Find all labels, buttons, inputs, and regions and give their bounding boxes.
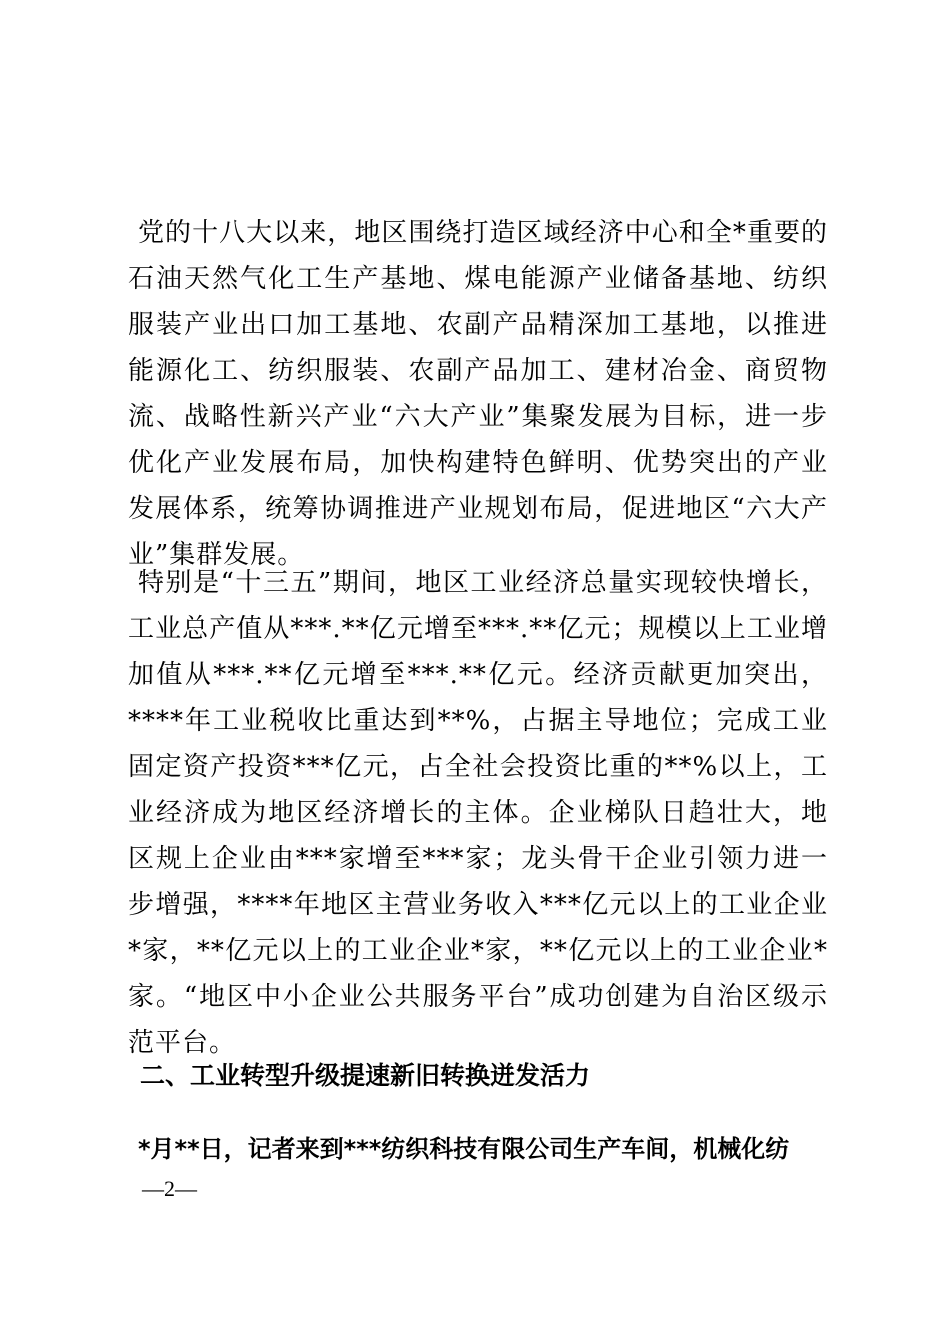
- page-number: —2—: [142, 1176, 197, 1201]
- paragraph-thirteenth-five-year: 特别是“十三五”期间，地区工业经济总量实现较快增长，工业总产值从***.**亿元增至***.**亿元；规模以上工业增加值从***.**亿元增至***.**亿元。经济贡献更加突出，****年工业税收比重达到**%，占据主导地位；完成工业固定资产投资***亿元，占全社会投资比重的**%以上，工业经济成为地区经济增长的主体。企业梯队日趋壮大，地区规上企业由***家增至***家；龙头骨干企业引领力进一步增强，****年地区主营业务收入***亿元以上的工业企业*家，**亿元以上的工业企业*家，**亿元以上的工业企业*家。“地区中小企业公共服务平台”成功创建为自治区级示范平台。: [128, 568, 828, 1058]
- section-heading: 二、工业转型升级提速新旧转换迸发活力: [140, 1061, 591, 1090]
- bold-paragraph-start: *月**日，记者来到***纺织科技有限公司生产车间，机械化纺: [138, 1135, 790, 1163]
- paragraph-industry-overview: 党的十八大以来，地区围绕打造区域经济中心和全*重要的石油天然气化工生产基地、煤电能源产业储备基地、纺织服装产业出口加工基地、农副产品精深加工基地，以推进能源化工、纺织服装、农副产品加工、建材冶金、商贸物流、战略性新兴产业“六大产业”集聚发展为目标，进一步优化产业发展布局，加快构建特色鲜明、优势突出的产业发展体系，统筹协调推进产业规划布局，促进地区“六大产业”集群发展。: [128, 218, 828, 570]
